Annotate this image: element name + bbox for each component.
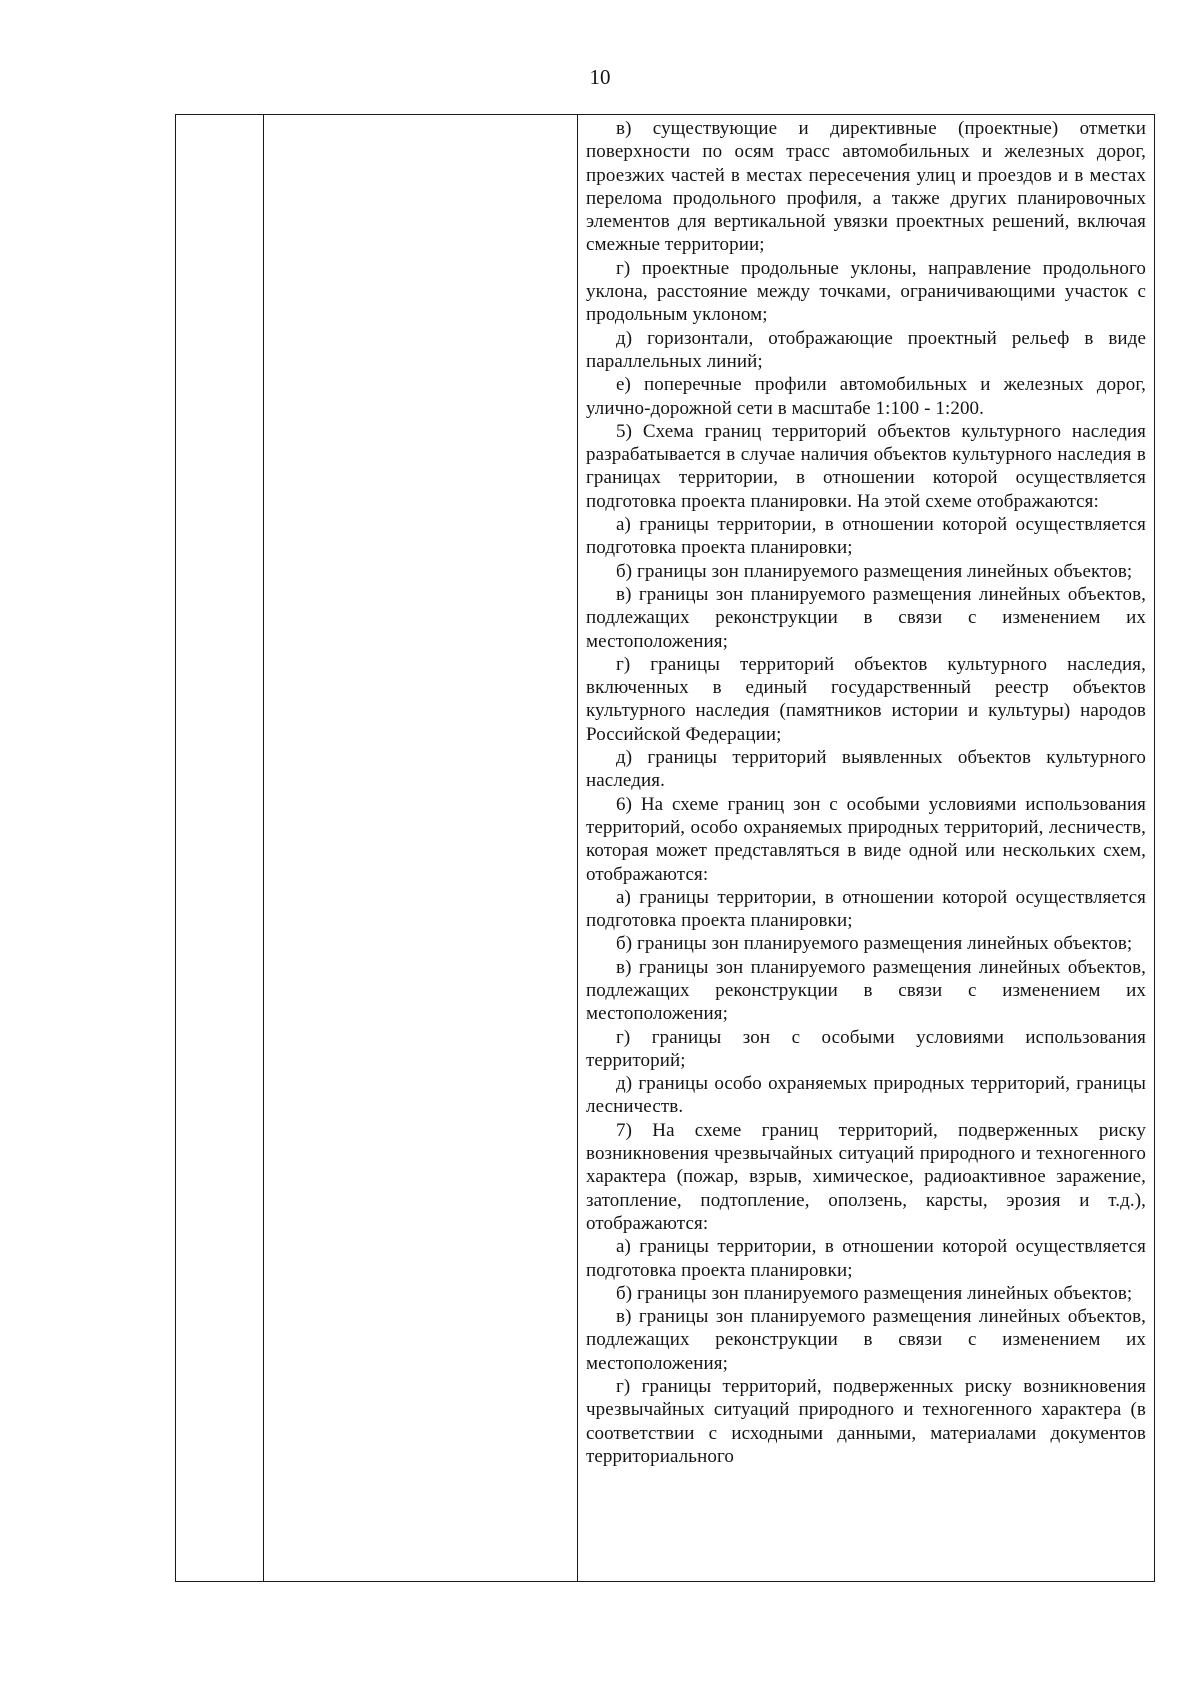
table-column-number	[176, 115, 264, 1581]
paragraph-item-g-special-conditions-zones: г) границы зон с особыми условиями использования территорий;	[586, 1026, 1146, 1071]
paragraph-item-d-identified-heritage: д) границы территорий выявленных объектов культурного наследия.	[586, 747, 1146, 792]
paragraph-item-a-territory-boundaries: а) границы территории, в отношении которой осуществляется подготовка проекта планировки;	[586, 514, 1146, 559]
paragraph-item-d-protected-areas: д) границы особо охраняемых природных территорий, границы лесничеств.	[586, 1073, 1146, 1118]
table-column-name	[264, 115, 578, 1581]
paragraph-item-b-planned-zones: б) границы зон планируемого размещения линейных объектов;	[616, 933, 1133, 955]
paragraph-item-d-contour-lines: д) горизонтали, отображающие проектный рельеф в виде параллельных линий;	[586, 327, 1146, 372]
table-column-content	[578, 115, 1154, 1581]
paragraph-item-e-cross-sections: е) поперечные профили автомобильных и железных дорог, улично-дорожной сети в масштабе 1:100 - 1:200.	[586, 374, 1146, 419]
page-number: 10	[589, 65, 611, 89]
paragraph-item-v-elevation-marks: в) существующие и директивные (проектные) отметки поверхности по осям трасс автомобильных и железных дорог, проезжих частей в местах пересечения улиц и проездов и в местах перелома продольного профиля, а также других планировочных элементов для вертикальной увязки проектных решений, включая смежные территории;	[586, 118, 1146, 256]
paragraph-item-v-reconstruction-zones: в) границы зон планируемого размещения линейных объектов, подлежащих реконструкции в связи с изменением их местоположения;	[586, 956, 1146, 1025]
paragraph-item-g-emergency-risk-territories: г) границы территорий, подверженных риску возникновения чрезвычайных ситуаций природного и техногенного характера (в соответствии с исходными данными, материалами документов территориального	[586, 1376, 1146, 1467]
document-table	[175, 114, 1155, 1582]
paragraph-item-g-longitudinal-slopes: г) проектные продольные уклоны, направление продольного уклона, расстояние между точками, ограничивающими участок с продольным уклоном;	[586, 257, 1146, 326]
paragraph-item-v-reconstruction-zones: в) границы зон планируемого размещения линейных объектов, подлежащих реконструкции в связи с изменением их местоположения;	[586, 1306, 1146, 1374]
paragraph-item-b-planned-zones: б) границы зон планируемого размещения линейных объектов;	[616, 560, 1133, 582]
paragraph-section-7-emergency-risk-scheme: 7) На схеме границ территорий, подверженных риску возникновения чрезвычайных ситуаций природного и техногенного характера (пожар, взрыв, химическое, радиоактивное заражение, затопление, подтопление, оползень, карсты, эрозия и т.д.), отображаются:	[586, 1119, 1146, 1234]
paragraph-section-6-special-zones-scheme: 6) На схеме границ зон с особыми условиями использования территорий, особо охраняемых природных территорий, лесничеств, которая может представляться в виде одной или нескольких схем, отображаются:	[586, 793, 1146, 885]
paragraph-item-a-territory-boundaries: а) границы территории, в отношении которой осуществляется подготовка проекта планировки;	[586, 886, 1146, 932]
paragraph-item-g-heritage-registry: г) границы территорий объектов культурного наследия, включенных в единый государственный реестр объектов культурного наследия (памятников истории и культуры) народов Российской Федерации;	[586, 653, 1146, 745]
paragraph-item-a-territory-boundaries: а) границы территории, в отношении которой осуществляется подготовка проекта планировки;	[586, 1236, 1146, 1281]
paragraph-item-v-reconstruction-zones: в) границы зон планируемого размещения линейных объектов, подлежащих реконструкции в связи с изменением их местоположения;	[586, 583, 1146, 652]
paragraph-item-b-planned-zones: б) границы зон планируемого размещения линейных объектов;	[616, 1282, 1133, 1304]
paragraph-section-5-heritage-scheme: 5) Схема границ территорий объектов культурного наследия разрабатывается в случае наличия объектов культурного наследия в границах территории, в отношении которой осуществляется подготовка проекта планировки. На этой схеме отображаются:	[586, 420, 1146, 512]
